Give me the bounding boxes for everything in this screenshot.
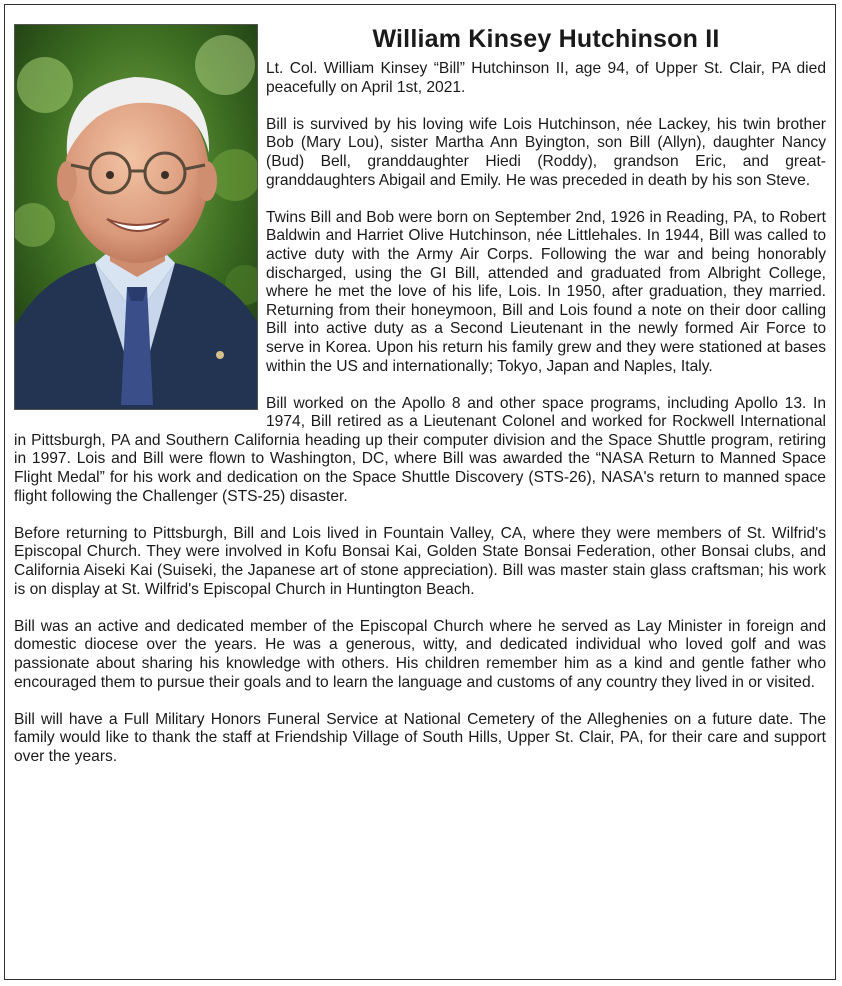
portrait-photo bbox=[14, 24, 258, 410]
obituary-paragraph-2: Bill is survived by his loving wife Lois Hutchinson, née Lackey, his twin brother Bob (Mary Lou), sister Martha Ann Byington, son Bill (Allyn), daughter Nancy (Bud) Bell, granddaughter Hiedi (Roddy), grandson Eric, and great-granddaughters Abigail and Emily. He was preceded in death by his son Steve. bbox=[266, 115, 826, 189]
obituary-paragraph-3: Twins Bill and Bob were born on September 2nd, 1926 in Reading, PA, to Robert Baldwin and Harriet Olive Hutchinson, née Littlehales. In 1944, Bill was called to active duty with the Army Air Corps. Following the war and being honorably discharged, using the GI Bill, attended and graduated from Albright College, where he met the love of his life, Lois. In 1950, after graduation, they married. Returning from their honeymoon, Bill and Lois found a note on their door calling Bill into active duty as a Second Lieutenant in the newly formed Air Force to serve in Korea. Upon his return his family grew and they were stationed at bases within the US and internationally; Tokyo, Japan and Naples, Italy. bbox=[266, 208, 826, 375]
obituary-title: William Kinsey Hutchinson II bbox=[372, 25, 720, 53]
obituary-paragraph-1: Lt. Col. William Kinsey “Bill” Hutchinson II, age 94, of Upper St. Clair, PA died peacefully on April 1st, 2021. bbox=[266, 60, 826, 96]
obituary-paragraph-6: Bill was an active and dedicated member of the Episcopal Church where he served as Lay Minister in foreign and domestic diocese over the years. He was a generous, witty, and dedicated individual who loved golf and was passionate about sharing his knowledge with others. His children remember him as a kind and gentle father who encouraged them to pursue their goals and to learn the language and customs of any country they lived in or visited. bbox=[14, 617, 826, 691]
obituary-paragraph-4: Bill worked on the Apollo 8 and other space programs, including Apollo 13. In 1974, Bill retired as a Lieutenant Colonel and worked for Rockwell International in Pittsburgh, PA and Southern California heading up their computer division and the Space Shuttle program, retiring in 1997. Lois and Bill were flown to Washington, DC, where Bill was awarded the “NASA Return to Manned Space Flight Medal” for his work and dedication on the Space Shuttle Discovery (STS-26), NASA's return to manned space flight following the Challenger (STS-25) disaster. bbox=[14, 394, 826, 505]
portrait-photo-icon bbox=[15, 25, 258, 410]
obituary-paragraph-5: Before returning to Pittsburgh, Bill and Lois lived in Fountain Valley, CA, where they were members of St. Wilfrid's Episcopal Church. They were involved in Kofu Bonsai Kai, Golden State Bonsai Federation, other Bonsai clubs, and California Aiseki Kai (Suiseki, the Japanese art of stone appreciation). Bill was master stain glass craftsman; his work is on display at St. Wilfrid's Episcopal Church in Huntington Beach. bbox=[14, 524, 826, 598]
obituary-paragraph-7: Bill will have a Full Military Honors Funeral Service at National Cemetery of the Alleghenies on a future date. The family would like to thank the staff at Friendship Village of South Hills, Upper St. Clair, PA, for their care and support over the years. bbox=[14, 710, 826, 765]
obituary-content bbox=[14, 24, 826, 767]
